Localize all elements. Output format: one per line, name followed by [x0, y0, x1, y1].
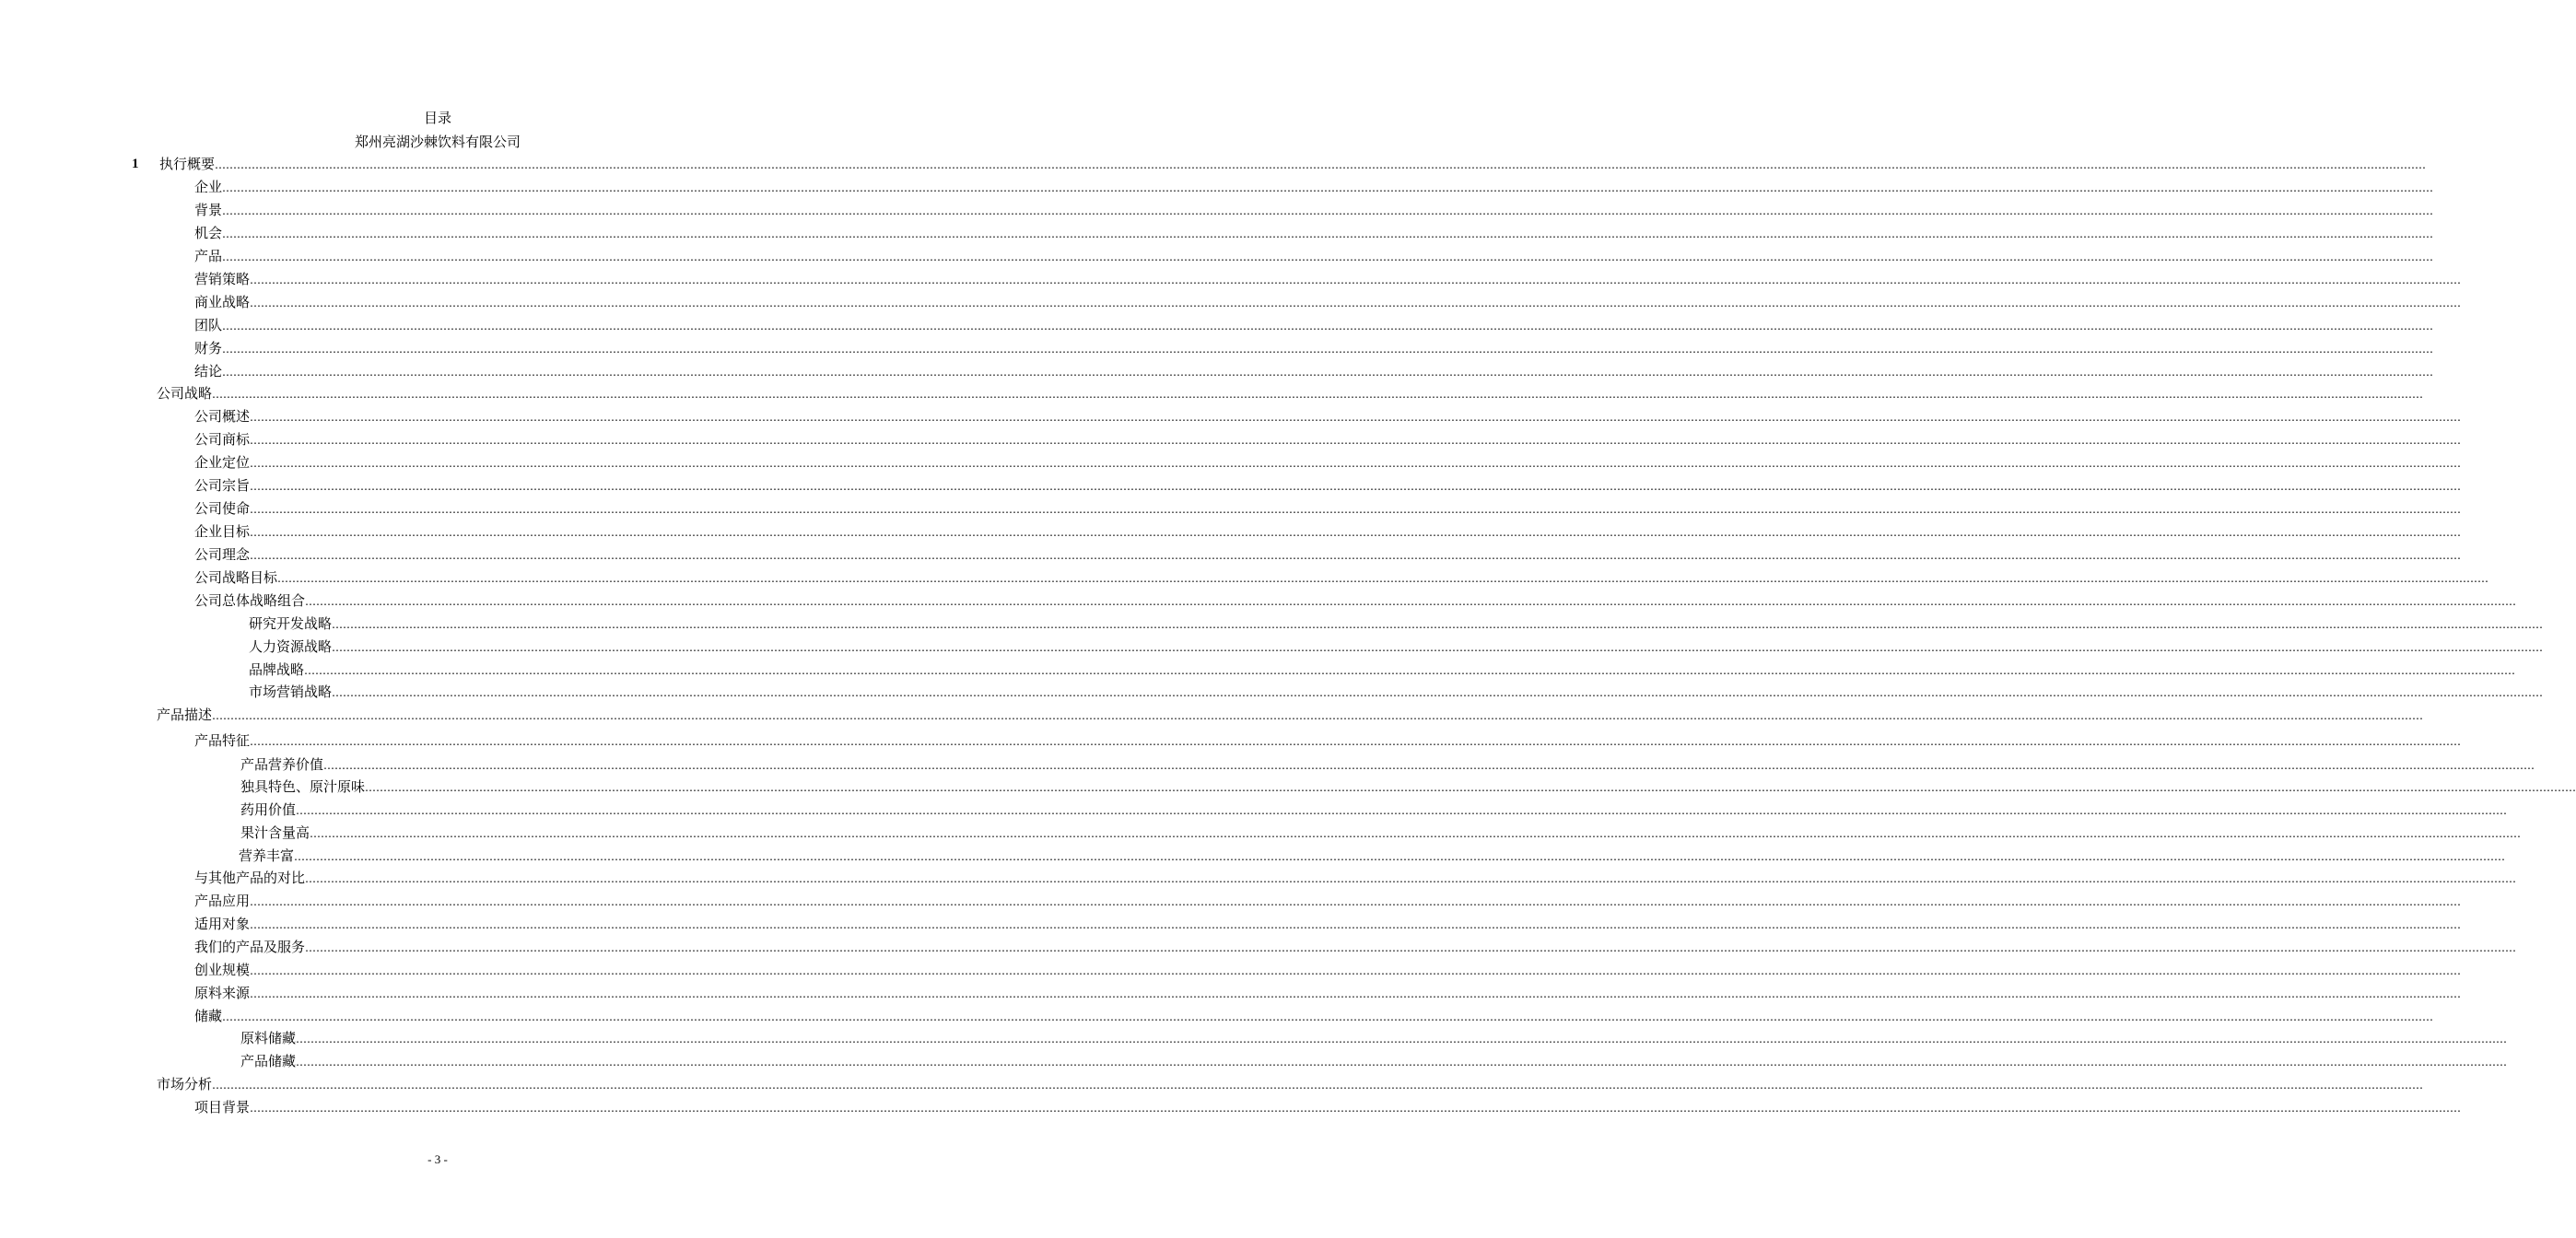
toc-entry-label: 结论	[194, 363, 223, 380]
toc-title: 目录	[423, 110, 451, 126]
toc-entry[interactable]	[194, 938, 2517, 956]
toc-entry[interactable]	[240, 800, 2508, 819]
toc-leader-dots: ……………………………………………………………………………………………………………………………………………………………………………………………………………………………………………………………………………………………………………………………………………………………………………………………………………………………………………………………………………………………………………………………………………………	[250, 526, 2462, 539]
toc-leader-dots: ……………………………………………………………………………………………………………………………………………………………………………………………………………………………………………………………………………………………………………………………………………………………………………………………………………………………………………………………………………………………………………………………………………………	[294, 850, 2506, 863]
toc-entry-label: 营养丰富	[239, 847, 295, 864]
toc-leader-dots: ……………………………………………………………………………………………………………………………………………………………………………………………………………………………………………………………………………………………………………………………………………………………………………………………………………………………………………………………………………………………………………………………………………………	[296, 1056, 2508, 1069]
toc-entry[interactable]	[194, 961, 2462, 979]
toc-leader-dots: ……………………………………………………………………………………………………………………………………………………………………………………………………………………………………………………………………………………………………………………………………………………………………………………………………………………………………………………………………………………………………………………………………………………	[250, 297, 2462, 310]
toc-entry[interactable]	[249, 614, 2544, 633]
toc-leader-dots: ……………………………………………………………………………………………………………………………………………………………………………………………………………………………………………………………………………………………………………………………………………………………………………………………………………………………………………………………………………………………………………………………………………………	[332, 618, 2544, 631]
page-number: - 3 -	[427, 1152, 448, 1166]
toc-leader-dots: ……………………………………………………………………………………………………………………………………………………………………………………………………………………………………………………………………………………………………………………………………………………………………………………………………………………………………………………………………………………………………………………………………………………	[215, 158, 2427, 171]
toc-leader-dots: ……………………………………………………………………………………………………………………………………………………………………………………………………………………………………………………………………………………………………………………………………………………………………………………………………………………………………………………………………………………………………………………………………………………	[332, 686, 2544, 699]
toc-entry-label: 商业战略	[194, 294, 251, 310]
toc-leader-dots: ……………………………………………………………………………………………………………………………………………………………………………………………………………………………………………………………………………………………………………………………………………………………………………………………………………………………………………………………………………………………………………………………………………………	[222, 343, 2434, 356]
toc-leader-dots: ……………………………………………………………………………………………………………………………………………………………………………………………………………………………………………………………………………………………………………………………………………………………………………………………………………………………………………………………………………………………………………………………………………………	[305, 595, 2517, 608]
toc-leader-dots: ……………………………………………………………………………………………………………………………………………………………………………………………………………………………………………………………………………………………………………………………………………………………………………………………………………………………………………………………………………………………………………………………………………………	[250, 549, 2462, 562]
toc-leader-dots: ……………………………………………………………………………………………………………………………………………………………………………………………………………………………………………………………………………………………………………………………………………………………………………………………………………………………………………………………………………………………………………………………………………………	[222, 228, 2434, 240]
toc-leader-dots: ……………………………………………………………………………………………………………………………………………………………………………………………………………………………………………………………………………………………………………………………………………………………………………………………………………………………………………………………………………………………………………………………………………………	[250, 411, 2462, 424]
toc-entry[interactable]	[194, 316, 2434, 334]
toc-leader-dots: ……………………………………………………………………………………………………………………………………………………………………………………………………………………………………………………………………………………………………………………………………………………………………………………………………………………………………………………………………………………………………………………………………………………	[212, 388, 2424, 401]
toc-leader-dots: ……………………………………………………………………………………………………………………………………………………………………………………………………………………………………………………………………………………………………………………………………………………………………………………………………………………………………………………………………………………………………………………………………………………	[332, 641, 2544, 654]
toc-leader-dots: ……………………………………………………………………………………………………………………………………………………………………………………………………………………………………………………………………………………………………………………………………………………………………………………………………………………………………………………………………………………………………………………………………………………	[222, 204, 2434, 217]
toc-entry[interactable]	[194, 522, 2462, 541]
toc-entry[interactable]	[157, 706, 2424, 724]
toc-entry[interactable]	[194, 224, 2434, 242]
toc-leader-dots: ……………………………………………………………………………………………………………………………………………………………………………………………………………………………………………………………………………………………………………………………………………………………………………………………………………………………………………………………………………………………………………………………………………………	[222, 181, 2434, 194]
toc-entry[interactable]	[240, 1052, 2508, 1070]
toc-leader-dots: ……………………………………………………………………………………………………………………………………………………………………………………………………………………………………………………………………………………………………………………………………………………………………………………………………………………………………………………………………………………………………………………………………………………	[305, 872, 2517, 885]
toc-leader-dots: ……………………………………………………………………………………………………………………………………………………………………………………………………………………………………………………………………………………………………………………………………………………………………………………………………………………………………………………………………………………………………………………………………………………	[305, 941, 2517, 954]
toc-entry-label: 企业定位	[194, 454, 251, 471]
toc-entry[interactable]	[240, 777, 2576, 796]
toc-entry-label: 产品储藏	[240, 1053, 297, 1069]
toc-entry-label: 市场分析	[157, 1076, 213, 1092]
toc-leader-dots: ……………………………………………………………………………………………………………………………………………………………………………………………………………………………………………………………………………………………………………………………………………………………………………………………………………………………………………………………………………………………………………………………………………………	[250, 434, 2462, 447]
toc-leader-dots: ……………………………………………………………………………………………………………………………………………………………………………………………………………………………………………………………………………………………………………………………………………………………………………………………………………………………………………………………………………………………………………………………………………………	[365, 781, 2576, 794]
toc-entry[interactable]	[240, 823, 2522, 842]
toc-leader-dots: ……………………………………………………………………………………………………………………………………………………………………………………………………………………………………………………………………………………………………………………………………………………………………………………………………………………………………………………………………………………………………………………………………………………	[250, 457, 2462, 470]
toc-entry-label: 背景	[194, 202, 223, 218]
toc-entry[interactable]	[159, 155, 2427, 173]
toc-entry[interactable]	[194, 178, 2434, 196]
toc-entry[interactable]	[240, 755, 2535, 774]
toc-leader-dots: ……………………………………………………………………………………………………………………………………………………………………………………………………………………………………………………………………………………………………………………………………………………………………………………………………………………………………………………………………………………………………………………………………………………	[222, 251, 2434, 263]
toc-leader-dots: ……………………………………………………………………………………………………………………………………………………………………………………………………………………………………………………………………………………………………………………………………………………………………………………………………………………………………………………………………………………………………………………………………………………	[296, 804, 2508, 817]
toc-leader-dots: ……………………………………………………………………………………………………………………………………………………………………………………………………………………………………………………………………………………………………………………………………………………………………………………………………………………………………………………………………………………………………………………………………………………	[212, 1079, 2424, 1092]
toc-leader-dots: ……………………………………………………………………………………………………………………………………………………………………………………………………………………………………………………………………………………………………………………………………………………………………………………………………………………………………………………………………………………………………………………………………………………	[250, 274, 2462, 286]
toc-entry[interactable]	[194, 984, 2462, 1002]
toc-entry-label: 营销策略	[194, 271, 251, 287]
toc-leader-dots: ……………………………………………………………………………………………………………………………………………………………………………………………………………………………………………………………………………………………………………………………………………………………………………………………………………………………………………………………………………………………………………………………………………………	[250, 918, 2462, 931]
toc-entry-label: 企业	[194, 179, 223, 195]
toc-entry-label: 产品特征	[194, 732, 251, 749]
toc-entry[interactable]	[194, 869, 2517, 887]
toc-leader-dots: ……………………………………………………………………………………………………………………………………………………………………………………………………………………………………………………………………………………………………………………………………………………………………………………………………………………………………………………………………………………………………………………………………………………	[250, 480, 2462, 493]
toc-entry[interactable]	[194, 1098, 2462, 1116]
toc-entry[interactable]	[157, 1075, 2424, 1093]
toc-entry[interactable]	[194, 915, 2462, 933]
toc-leader-dots: ……………………………………………………………………………………………………………………………………………………………………………………………………………………………………………………………………………………………………………………………………………………………………………………………………………………………………………………………………………………………………………………………………………………	[222, 366, 2434, 379]
toc-leader-dots: ……………………………………………………………………………………………………………………………………………………………………………………………………………………………………………………………………………………………………………………………………………………………………………………………………………………………………………………………………………………………………………………………………………………	[212, 709, 2424, 722]
toc-entry-label: 适用对象	[194, 916, 251, 932]
toc-entry-label: 公司商标	[194, 431, 251, 448]
toc-entry-label: 财务	[194, 340, 223, 356]
toc-entry[interactable]	[194, 545, 2462, 564]
toc-entry[interactable]	[249, 683, 2544, 701]
toc-entry-label: 果汁含量高	[240, 824, 310, 841]
toc-entry-label: 公司战略	[157, 385, 213, 402]
toc-entry-label: 企业目标	[194, 523, 251, 540]
toc-entry-label: 机会	[194, 225, 223, 241]
toc-entry-label: 独具特色、原汁原味	[240, 778, 366, 795]
toc-entry[interactable]	[194, 731, 2462, 750]
toc-entry-label: 与其他产品的对比	[194, 870, 306, 886]
toc-entry-label: 人力资源战略	[249, 638, 333, 655]
toc-entry-label: 创业规模	[194, 962, 251, 978]
toc-entry[interactable]	[194, 499, 2462, 518]
toc-leader-dots: ……………………………………………………………………………………………………………………………………………………………………………………………………………………………………………………………………………………………………………………………………………………………………………………………………………………………………………………………………………………………………………………………………………………	[250, 503, 2462, 516]
toc-entry[interactable]	[194, 407, 2462, 426]
toc-entry-label: 产品	[194, 248, 223, 264]
toc-entry[interactable]	[249, 660, 2516, 679]
toc-entry[interactable]	[239, 847, 2506, 865]
toc-leader-dots: ……………………………………………………………………………………………………………………………………………………………………………………………………………………………………………………………………………………………………………………………………………………………………………………………………………………………………………………………………………………………………………………………………………………	[250, 735, 2462, 748]
toc-entry-label: 品牌战略	[249, 661, 305, 678]
toc-entry-label: 原料储藏	[240, 1030, 297, 1046]
toc-entry-label: 公司宗旨	[194, 477, 251, 494]
toc-entry[interactable]	[194, 591, 2517, 610]
toc-entry-label: 药用价值	[240, 801, 297, 818]
toc-entry[interactable]	[240, 1029, 2508, 1047]
toc-leader-dots: ……………………………………………………………………………………………………………………………………………………………………………………………………………………………………………………………………………………………………………………………………………………………………………………………………………………………………………………………………………………………………………………………………………………	[277, 572, 2489, 585]
toc-entry-label: 市场营销战略	[249, 683, 333, 700]
toc-entry[interactable]	[194, 476, 2462, 495]
toc-entry[interactable]	[194, 339, 2434, 357]
toc-leader-dots: ……………………………………………………………………………………………………………………………………………………………………………………………………………………………………………………………………………………………………………………………………………………………………………………………………………………………………………………………………………………………………………………………………………………	[222, 320, 2434, 333]
toc-entry[interactable]	[194, 568, 2489, 587]
toc-entry-label: 研究开发战略	[249, 615, 333, 632]
toc-entry-label: 公司概述	[194, 408, 251, 425]
toc-leader-dots: ……………………………………………………………………………………………………………………………………………………………………………………………………………………………………………………………………………………………………………………………………………………………………………………………………………………………………………………………………………………………………………………………………………………	[296, 1033, 2508, 1045]
toc-entry[interactable]	[194, 247, 2434, 265]
toc-entry[interactable]	[157, 384, 2424, 403]
toc-entry-label: 产品营养价值	[240, 756, 324, 773]
toc-leader-dots: ……………………………………………………………………………………………………………………………………………………………………………………………………………………………………………………………………………………………………………………………………………………………………………………………………………………………………………………………………………………………………………………………………………………	[323, 759, 2535, 772]
company-name: 郑州亮湖沙棘饮料有限公司	[354, 134, 521, 150]
toc-entry[interactable]	[194, 201, 2434, 219]
toc-entry-number: 1	[132, 157, 139, 171]
toc-leader-dots: ……………………………………………………………………………………………………………………………………………………………………………………………………………………………………………………………………………………………………………………………………………………………………………………………………………………………………………………………………………………………………………………………………………………	[250, 895, 2462, 908]
toc-leader-dots: ……………………………………………………………………………………………………………………………………………………………………………………………………………………………………………………………………………………………………………………………………………………………………………………………………………………………………………………………………………………………………………………………………………………	[250, 987, 2462, 1000]
toc-entry-label: 项目背景	[194, 1099, 251, 1115]
toc-entry-label: 团队	[194, 317, 223, 333]
toc-entry-label: 原料来源	[194, 985, 251, 1001]
toc-entry[interactable]	[194, 270, 2462, 288]
toc-entry[interactable]	[194, 430, 2462, 449]
toc-entry-label: 储藏	[194, 1008, 223, 1024]
toc-entry-label: 产品应用	[194, 893, 251, 909]
toc-leader-dots: ……………………………………………………………………………………………………………………………………………………………………………………………………………………………………………………………………………………………………………………………………………………………………………………………………………………………………………………………………………………………………………………………………………………	[310, 827, 2522, 840]
toc-entry-label: 公司战略目标	[194, 569, 278, 586]
toc-entry-label: 公司总体战略组合	[194, 592, 306, 609]
toc-leader-dots: ……………………………………………………………………………………………………………………………………………………………………………………………………………………………………………………………………………………………………………………………………………………………………………………………………………………………………………………………………………………………………………………………………………………	[250, 964, 2462, 977]
toc-entry[interactable]	[194, 892, 2462, 910]
toc-leader-dots: ……………………………………………………………………………………………………………………………………………………………………………………………………………………………………………………………………………………………………………………………………………………………………………………………………………………………………………………………………………………………………………………………………………………	[304, 664, 2516, 677]
toc-entry-label: 执行概要	[159, 156, 216, 172]
toc-entry[interactable]	[249, 637, 2544, 656]
toc-entry[interactable]	[194, 1007, 2434, 1025]
toc-entry[interactable]	[194, 362, 2434, 380]
toc-entry[interactable]	[194, 293, 2462, 311]
toc-entry[interactable]	[194, 453, 2462, 472]
toc-entry-label: 我们的产品及服务	[194, 939, 306, 955]
toc-entry-label: 公司使命	[194, 500, 251, 517]
toc-entry-label: 公司理念	[194, 546, 251, 563]
toc-leader-dots: ……………………………………………………………………………………………………………………………………………………………………………………………………………………………………………………………………………………………………………………………………………………………………………………………………………………………………………………………………………………………………………………………………………………	[250, 1102, 2462, 1115]
toc-leader-dots: ……………………………………………………………………………………………………………………………………………………………………………………………………………………………………………………………………………………………………………………………………………………………………………………………………………………………………………………………………………………………………………………………………………………	[222, 1010, 2434, 1023]
toc-entry-label: 产品描述	[157, 707, 213, 723]
